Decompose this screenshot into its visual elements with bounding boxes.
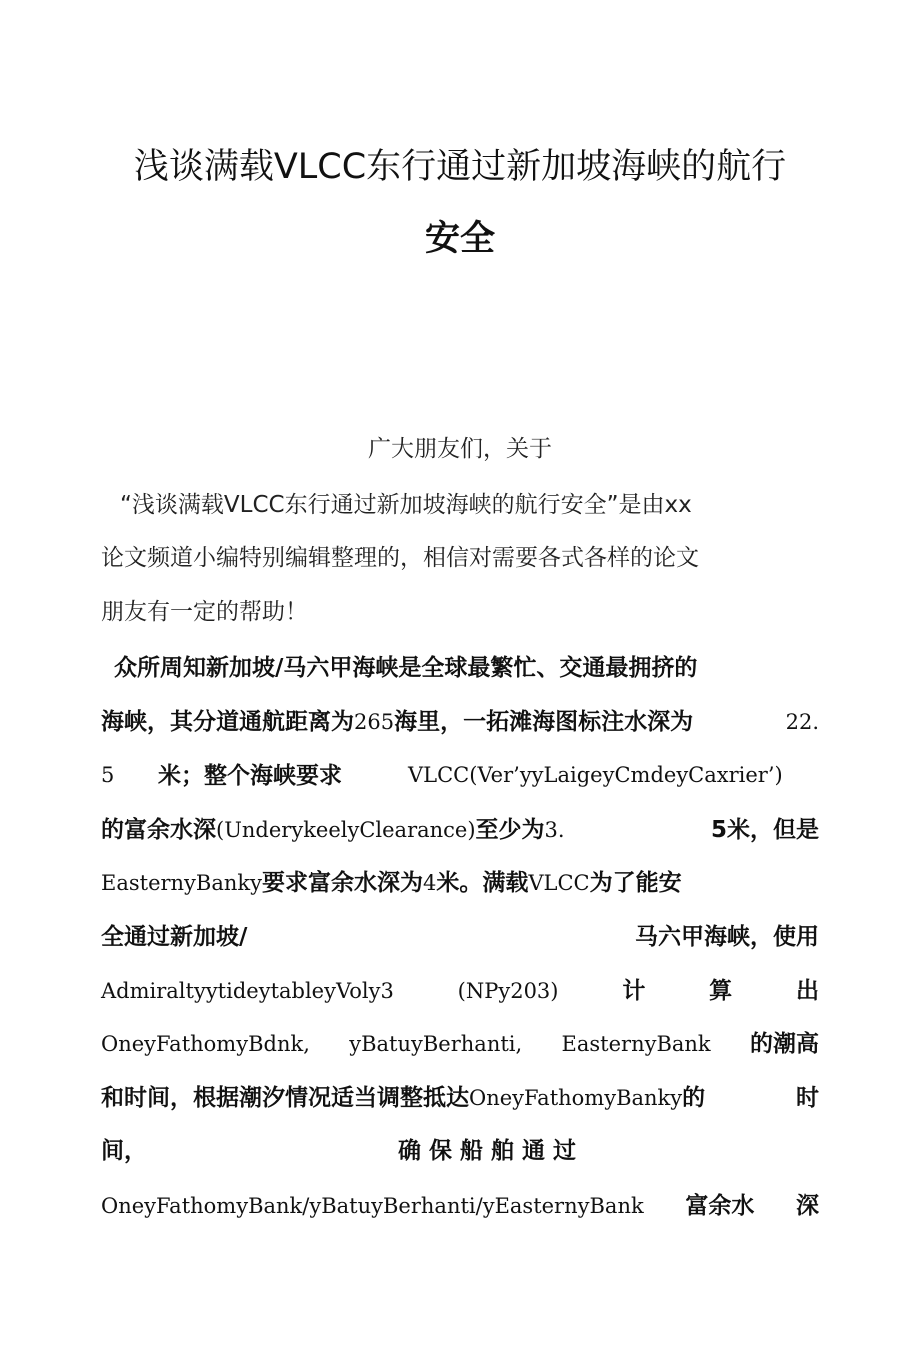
body-text-fragment: 算: [709, 978, 733, 1004]
body-line-5: [101, 872, 819, 895]
body-text-fragment: EasternyBank: [561, 1032, 711, 1056]
body-text-fragment: OneyFathomyBank/yBatuyBerhanti/yEasternyBank: [101, 1194, 644, 1218]
intro-line-3: 论文频道小编特别编辑整理的，相信对需要各式各样的论文: [101, 545, 699, 571]
body-text-fragment: 5米，但是: [710, 817, 819, 843]
body-text-fragment: 海峡，其分道通航距离为265海里，一拓滩海图标注水深为: [101, 709, 694, 735]
body-text-fragment: 马六甲海峡，使用: [635, 924, 819, 950]
body-text-fragment: 要求富余水深为: [262, 870, 423, 896]
body-text-fragment: 的富余水深(UnderykeelyClearance)至少为3.: [101, 817, 565, 843]
body-text-fragment: (NPy203): [457, 979, 559, 1003]
document-title-line-1: 浅谈满载VLCC东行通过新加坡海峡的航行: [133, 147, 787, 187]
body-text-fragment: 时: [796, 1085, 819, 1111]
body-text-fragment: 的潮高: [750, 1031, 819, 1057]
body-text-fragment: 和时间，根据潮汐情况适当调整抵达OneyFathomyBanky的: [101, 1085, 706, 1111]
body-text-fragment: EasternyBanky: [101, 871, 262, 895]
body-text-fragment: VLCC(Ver’yyLaigeyCmdeyCaxrier’): [408, 763, 783, 787]
body-text-fragment: 5: [101, 763, 115, 787]
body-text-fragment: 计: [622, 978, 646, 1004]
body-line-7: [101, 980, 819, 1003]
body-text-fragment: AdmiraltyytideytableyVoly3: [101, 979, 394, 1003]
intro-line-4: 朋友有一定的帮助！: [101, 599, 308, 625]
body-line-11: [101, 1195, 819, 1218]
body-text-fragment: OneyFathomyBdnk,: [101, 1032, 310, 1056]
intro-line-1: 广大朋友们，关于: [368, 436, 552, 462]
body-text-fragment: 米。满载: [436, 870, 529, 896]
body-text-fragment: 深: [795, 1193, 819, 1219]
body-text-fragment: VLCC: [528, 871, 590, 895]
body-text-fragment: 出: [795, 978, 819, 1004]
intro-line-2: “浅谈满载VLCC东行通过新加坡海峡的航行安全”是由xx: [120, 492, 692, 518]
body-text-fragment: 富余水: [685, 1193, 755, 1219]
body-text-fragment: 22.: [785, 710, 819, 734]
body-text-fragment: 确 保 船 舶 通 过: [398, 1138, 577, 1164]
document-title-line-2: 安全: [424, 219, 495, 259]
body-text-fragment: 米；整个海峡要求: [158, 763, 342, 789]
body-text-fragment: 间，: [101, 1138, 147, 1164]
body-text-fragment: yBatuyBerhanti,: [349, 1032, 523, 1056]
body-line-2: [101, 711, 819, 734]
body-line-6: [101, 926, 819, 949]
body-text-fragment: 4: [423, 871, 437, 895]
body-text-fragment: 为了能安: [589, 870, 682, 896]
body-line-8: [101, 1033, 819, 1056]
body-line-1: 众所周知新加坡/马六甲海峡是全球最繁忙、交通最拥挤的: [114, 655, 698, 681]
body-text-fragment: 全通过新加坡/: [101, 924, 248, 950]
